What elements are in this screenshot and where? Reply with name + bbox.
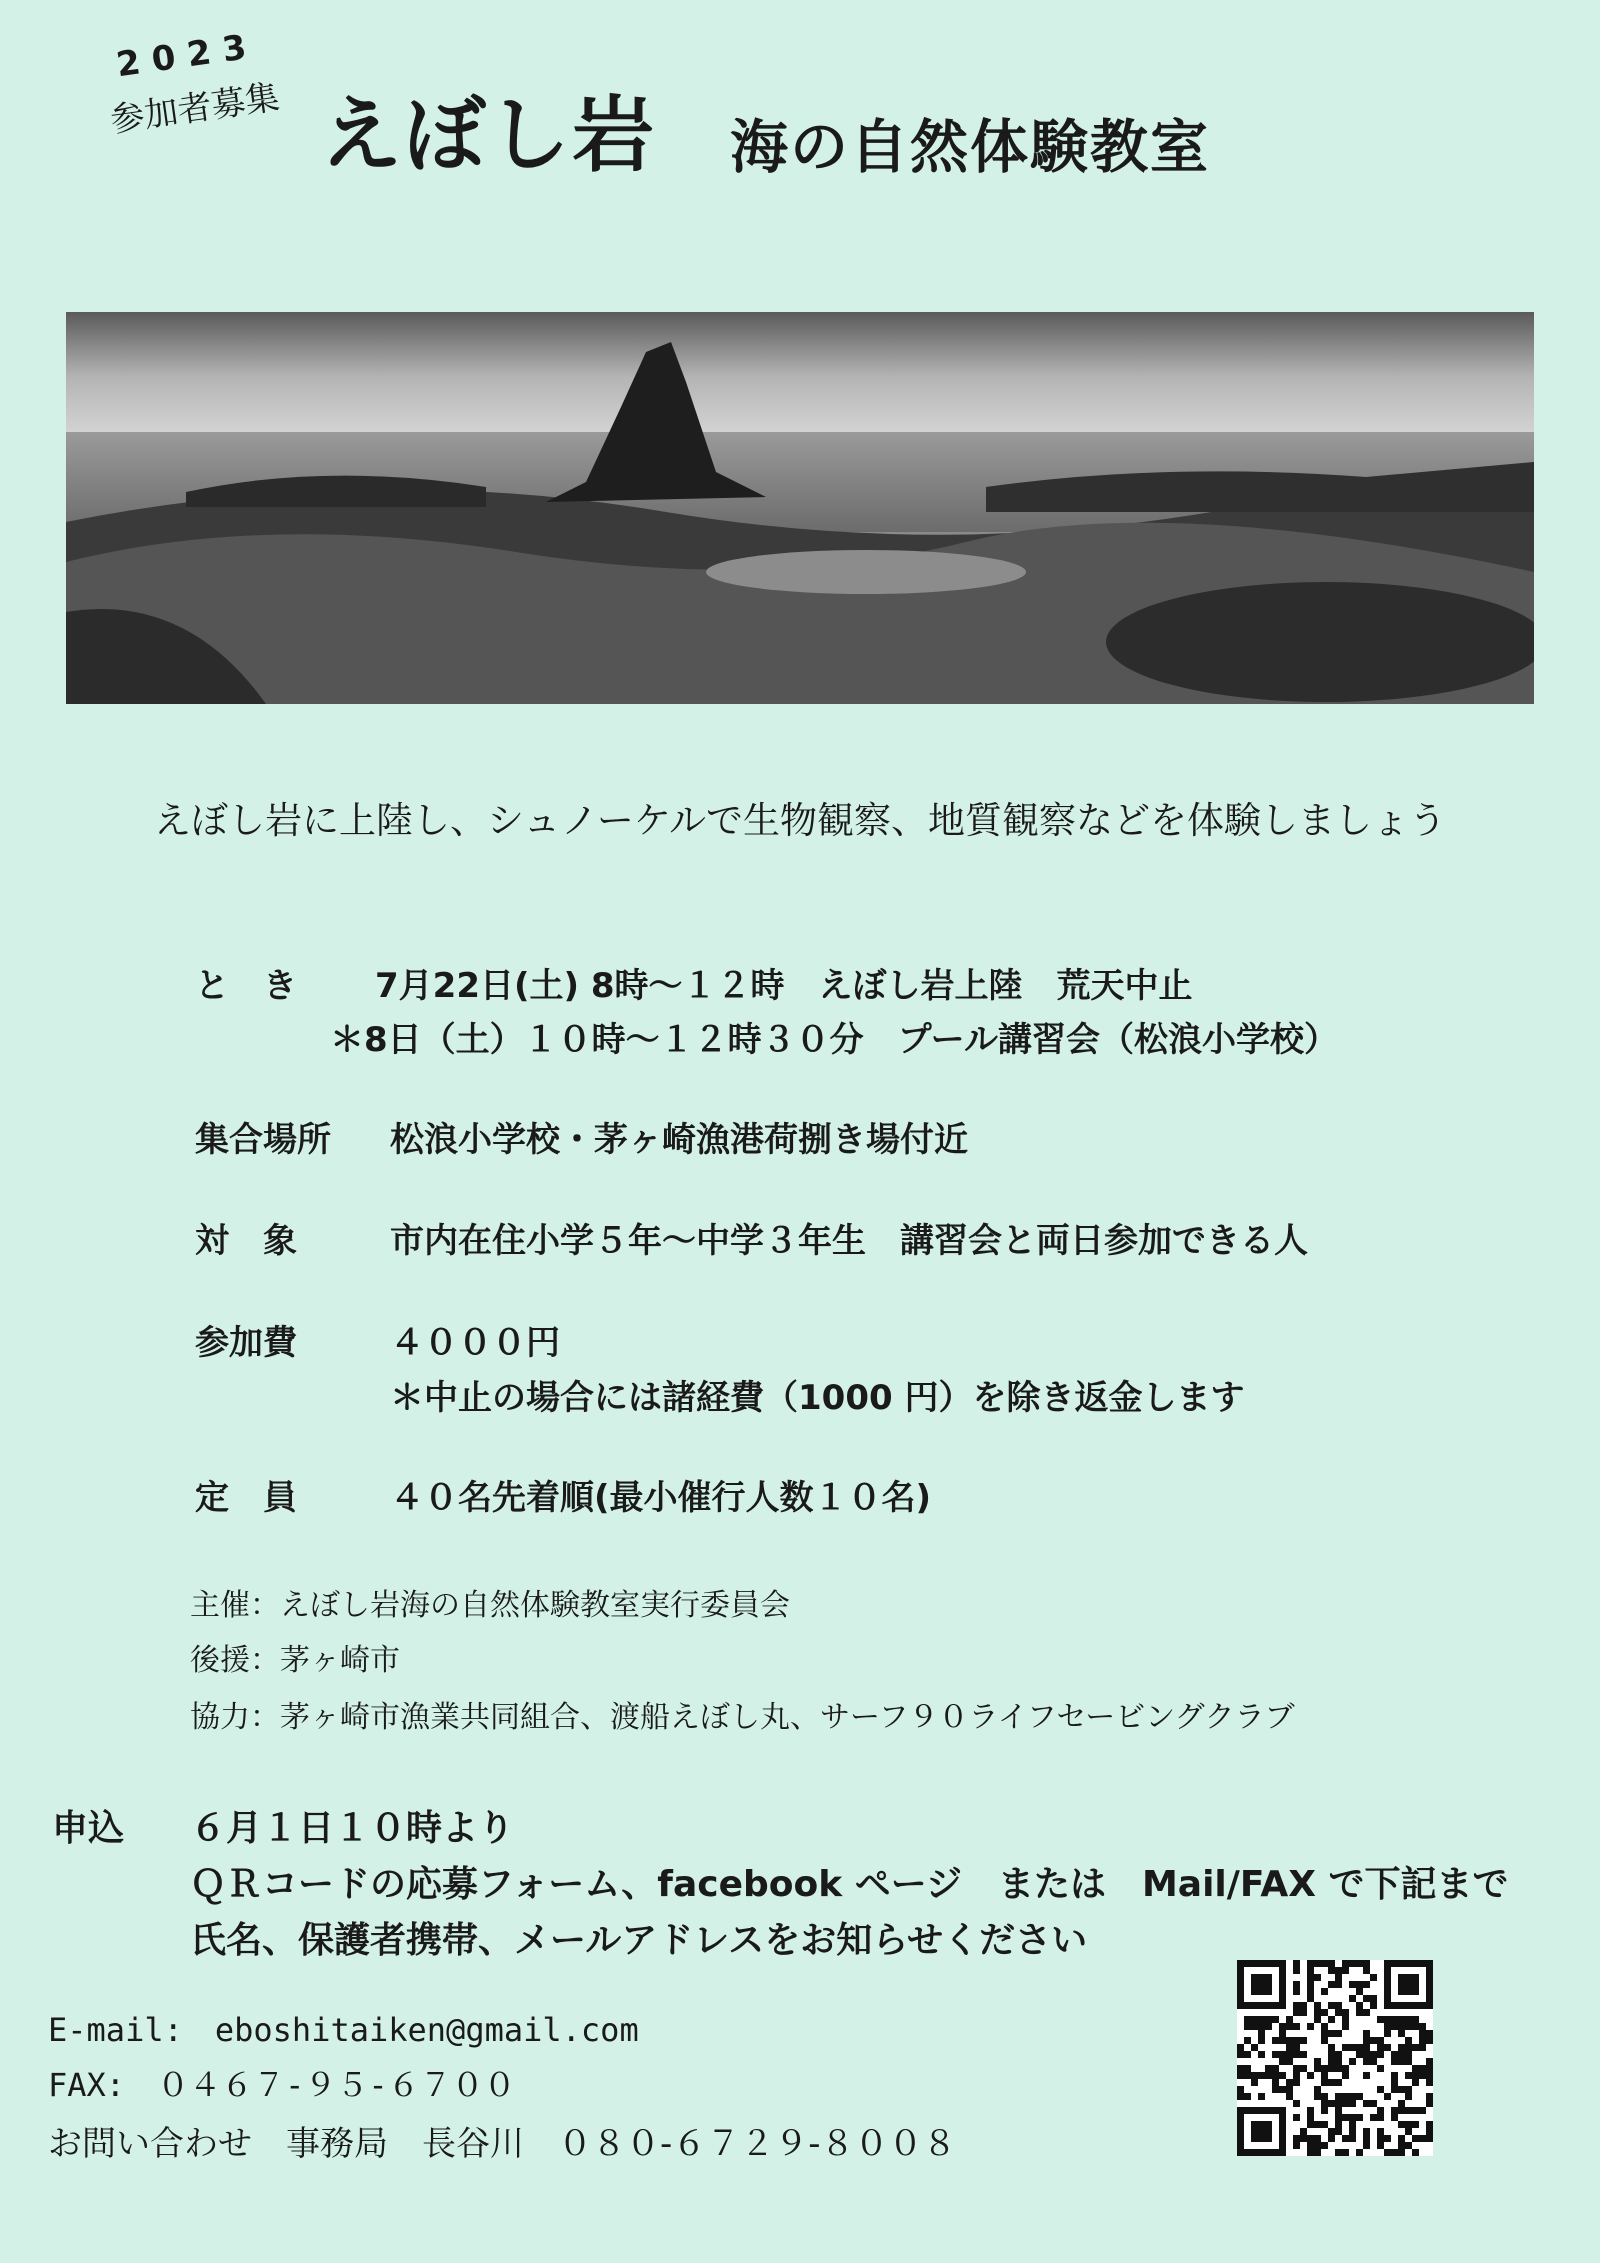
year-label: 2023 <box>113 25 261 86</box>
when-line1: 7月22日(土) 8時～１２時 えぼし岩上陸 荒天中止 <box>375 966 1193 1006</box>
fee-note: ＊中止の場合には諸経費（1000 円）を除き返金します <box>390 1378 1245 1418</box>
contact-inquiry: お問い合わせ 事務局 長谷川 ０８０-６７２９-８００８ <box>48 2124 957 2164</box>
organizer: 主催：えぼし岩海の自然体験教室実行委員会 <box>190 1588 790 1623</box>
tagline: えぼし岩に上陸し、シュノーケルで生物観察、地質観察などを体験しましょう <box>153 799 1447 842</box>
supporter: 後援：茅ヶ崎市 <box>190 1643 400 1678</box>
target-label: 対 象 <box>195 1221 297 1261</box>
when-line2: ＊8日（土）１０時～１２時３０分 プール講習会（松浪小学校） <box>330 1020 1338 1060</box>
qr-code-icon[interactable] <box>1237 1960 1433 2156</box>
recruit-label: 参加者募集 <box>107 77 282 141</box>
cooperation: 協力：茅ヶ崎市漁業共同組合、渡船えぼし丸、サーフ９０ライフセービングクラブ <box>190 1700 1295 1735</box>
apply-line1: ６月１日１０時より <box>190 1808 515 1849</box>
coastal-rock-photo <box>66 312 1534 704</box>
fee-text: ４０００円 <box>390 1323 560 1363</box>
contact-email: E-mail: eboshitaiken@gmail.com <box>48 2011 639 2049</box>
place-label: 集合場所 <box>195 1120 331 1160</box>
capacity-label: 定 員 <box>195 1478 297 1518</box>
contact-fax: FAX: ０４６７-９５-６７００ <box>48 2066 516 2104</box>
apply-line2: ＱＲコードの応募フォーム、facebook ページ または Mail/FAX で下記まで <box>190 1864 1509 1905</box>
apply-line3: 氏名、保護者携帯、メールアドレスをお知らせください <box>190 1920 1088 1961</box>
page-title: えぼし岩 <box>320 88 657 183</box>
place-text: 松浪小学校・茅ヶ崎漁港荷捌き場付近 <box>390 1120 968 1160</box>
fee-label: 参加費 <box>195 1323 297 1363</box>
target-text: 市内在住小学５年～中学３年生 講習会と両日参加できる人 <box>390 1221 1308 1261</box>
page-subtitle: 海の自然体験教室 <box>730 113 1211 181</box>
apply-label: 申込 <box>52 1808 125 1849</box>
capacity-text: ４０名先着順(最小催行人数１０名) <box>390 1478 932 1518</box>
when-label: と き <box>195 966 297 1006</box>
recruit-badge <box>71 20 320 201</box>
